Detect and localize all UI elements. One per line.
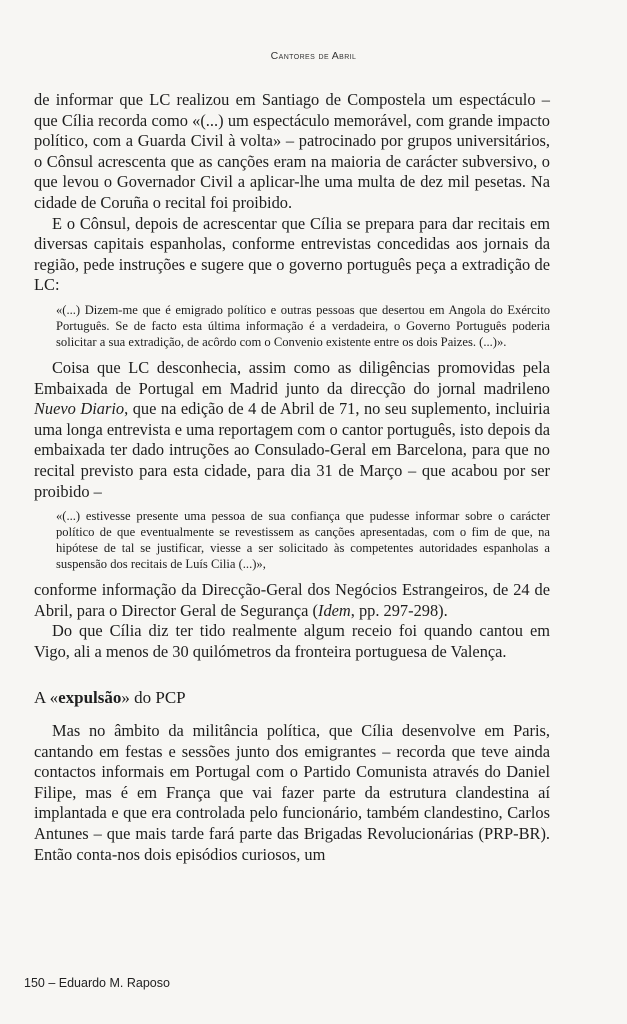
body-text bbox=[34, 90, 550, 865]
page-footer: 150 – Eduardo M. Raposo bbox=[24, 976, 170, 990]
paragraph-text: , pp. 297-298). bbox=[350, 600, 448, 620]
paragraph: E o Cônsul, depois de acrescentar que Cília se prepara para dar recitais em diversas capitais espanholas, conforme entrevistas concedidas aos jornais da região, pede instruções e sugere que o governo português peça a extradição de LC: bbox=[34, 213, 550, 295]
heading-text: » do PCP bbox=[121, 688, 186, 708]
paragraph: Do que Cília diz ter tido realmente algum receio foi quando cantou em Vigo, ali a menos de 30 quilómetros da fronteira portuguesa de Valença. bbox=[34, 621, 550, 661]
citation-idem: Idem bbox=[317, 600, 351, 620]
section-heading bbox=[34, 688, 550, 709]
block-quote: «(...) estivesse presente uma pessoa de sua confiança que pudesse informar sobre o carácter político de que eventualmente se revestissem as canções apresentadas, com o fim de que, na hipótese de tal se justificar, viesse a ser solicitado às competentes autoridades espanholas a suspensão dos recitais de Luís Cilia (...)», bbox=[56, 509, 550, 572]
newspaper-title: Nuevo Diario bbox=[34, 399, 125, 419]
heading-text: A « bbox=[34, 688, 59, 708]
paragraph bbox=[34, 580, 550, 621]
paragraph: de informar que LC realizou em Santiago de Compostela um espectáculo – que Cília recorda como «(...) um espectáculo memorável, com grande impacto político, com a Guarda Civil à volta» – patrocinado por grupos universitários, o Cônsul acrescenta que as canções eram na maioria de carácter subversivo, o que levou o Governador Civil a aplicar-lhe uma multa de dez mil pesetas. Na cidade de Coruña o recital foi proibido. bbox=[34, 90, 550, 212]
paragraph-text: conforme informação da Direcção-Geral dos Negócios Estrangeiros, de 24 de Abril, para o Director Geral de Segurança ( bbox=[34, 580, 550, 620]
paragraph-text: , que na edição de 4 de Abril de 71, no seu suplemento, incluiria uma longa entrevista e uma reportagem com o cantor português, isto depois da embaixada ter dado intruções ao Consulado-Geral em Barcelona, para que no recital previsto para esta cidade, para dia 31 de Março – que acabou por ser proibido – bbox=[34, 399, 551, 501]
block-quote: «(...) Dizem-me que é emigrado político e outras pessoas que desertou em Angola do Exército Português. Se de facto esta última informação é a verdadeira, o Governo Português poderia solicitar a sua extradição, de acôrdo com o Convenio existente entre os dois Paizes. (...)». bbox=[56, 302, 550, 349]
paragraph: Mas no âmbito da militância política, que Cília desenvolve em Paris, cantando em festas e sessões junto dos emigrantes – recorda que teve ainda contactos informais em Portugal com o Partido Comunista através do Daniel Filipe, mas é em França que vai fazer parte da estrutura clandestina aí implantada e que era controlada pelo funcionário, também clandestino, Carlos Antunes – que mais tarde fará parte das Brigadas Revolucionárias (PRP-BR). Então conta-nos dois episódios curiosos, um bbox=[34, 721, 550, 864]
heading-emphasis: expulsão bbox=[58, 688, 122, 708]
running-head: Cantores de Abril bbox=[270, 50, 357, 62]
paragraph bbox=[34, 358, 550, 502]
paragraph-text: Coisa que LC desconhecia, assim como as diligências promovidas pela Embaixada de Portugal em Madrid junto da direcção do jornal madrileno bbox=[34, 357, 550, 398]
